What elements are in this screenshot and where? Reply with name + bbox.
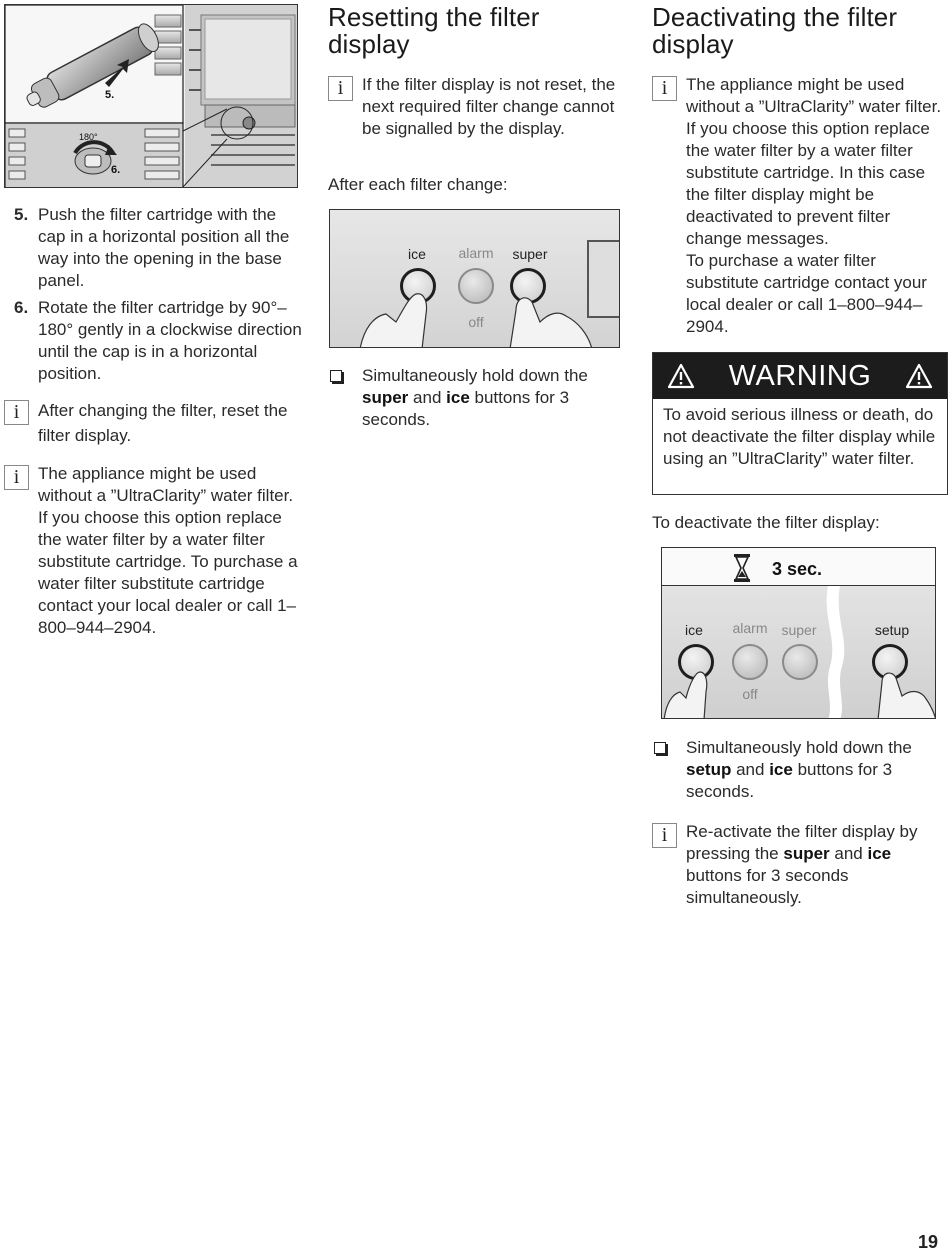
instruction-text: Simultaneously hold down the xyxy=(686,738,912,757)
info-text: Re-activate the filter display by pressing the xyxy=(686,822,918,863)
info-icon: i xyxy=(4,465,29,490)
warning-triangle-icon xyxy=(905,363,933,389)
instruction-text: buttons for 3 seconds. xyxy=(686,760,893,801)
info-text: buttons for 3 seconds simultaneously. xyxy=(686,866,849,907)
info-icon: i xyxy=(652,76,677,101)
ice-keyword: ice xyxy=(769,760,793,779)
warning-triangle-icon xyxy=(667,363,695,389)
info-text: and xyxy=(834,844,863,863)
timer-bar xyxy=(662,548,936,586)
deactivate-section-title: Deactivating the filter display xyxy=(652,2,898,59)
to-deactivate-label: To deactivate the filter display: xyxy=(652,513,880,532)
info-purchase-text: To purchase a water filter substitute cartridge contact your local dealer or call 1–800–944–2904. xyxy=(686,251,927,336)
pressing-fingers-icon xyxy=(330,210,620,348)
deactivate-control-panel xyxy=(661,547,936,719)
super-button-label: super xyxy=(512,246,548,262)
info-text: After changing the filter, reset the filter display. xyxy=(38,401,288,445)
setup-button-label: setup xyxy=(874,622,910,638)
step-text: Push the filter cartridge with the cap in a horizontal position all the way into the opening in the base panel. xyxy=(38,205,290,290)
instruction-text: and xyxy=(736,760,765,779)
timer-label: 3 sec. xyxy=(772,559,823,579)
info-icon: i xyxy=(328,76,353,101)
step-list xyxy=(4,204,304,385)
page-number: 19 xyxy=(917,1232,938,1252)
warning-box xyxy=(652,352,948,495)
pressing-fingers-icon xyxy=(662,586,936,719)
ice-button-label: ice xyxy=(408,246,426,262)
reset-instruction xyxy=(328,365,623,431)
installation-figure xyxy=(4,4,298,188)
instruction-text: Simultaneously hold down the xyxy=(362,366,588,385)
super-keyword: super xyxy=(783,844,830,863)
step-number: 5. xyxy=(14,205,29,224)
checkbox-bullet-icon xyxy=(330,370,342,382)
warning-header xyxy=(653,353,947,399)
ice-button-label: ice xyxy=(685,622,703,638)
off-label: off xyxy=(468,314,484,330)
setup-keyword: setup xyxy=(686,760,732,779)
angle-label: 180° xyxy=(79,132,98,142)
info-note-reactivate xyxy=(652,821,948,909)
super-button-label: super xyxy=(781,622,817,638)
info-text: If the filter display is not reset, the next required filter change cannot be signalled by the display. xyxy=(362,75,616,138)
ice-keyword: ice xyxy=(446,388,470,407)
step-number: 6. xyxy=(14,298,29,317)
alarm-button-label: alarm xyxy=(732,620,768,636)
info-note-deactivate xyxy=(652,74,948,338)
hourglass-icon xyxy=(732,553,752,583)
step-item xyxy=(4,204,304,292)
step6-figure-label: 6. xyxy=(111,164,121,176)
info-icon: i xyxy=(652,823,677,848)
warning-text: To avoid serious illness or death, do not deactivate the filter display while using an ”UltraClarity” water filter. xyxy=(663,405,936,468)
step-item xyxy=(4,297,304,385)
checkbox-bullet-icon xyxy=(654,742,666,754)
instruction-text: and xyxy=(413,388,442,407)
step-text: Rotate the filter cartridge by 90°–180° gently in a clockwise direction until the cap is in a horizontal position. xyxy=(38,298,302,383)
reset-control-panel xyxy=(329,209,620,348)
after-change-label: After each filter change: xyxy=(328,175,508,194)
reset-section-title: Resetting the filter display xyxy=(328,2,540,59)
info-note-reset-display xyxy=(328,74,623,140)
alarm-button-label: alarm xyxy=(458,245,494,261)
off-label: off xyxy=(742,686,758,702)
info-text: The appliance might be used without a ”UltraClarity” water filter. If you choose this option replace the water filter by a water filter substitute cartridge. In this case the filter display might be deactivated to prevent filter change messages. xyxy=(686,75,942,248)
ice-keyword: ice xyxy=(867,844,892,863)
instruction-text: buttons for 3 seconds. xyxy=(362,388,570,429)
warning-title: WARNING xyxy=(728,359,872,392)
step5-figure-label: 5. xyxy=(105,89,115,101)
button-area xyxy=(662,586,936,719)
super-keyword: super xyxy=(362,388,409,407)
info-icon: i xyxy=(4,400,29,425)
info-note-ultraclarity xyxy=(4,463,304,639)
info-note-reset xyxy=(4,398,304,448)
info-text: The appliance might be used without a ”UltraClarity” water filter. If you choose this option replace the water filter by a water filter substitute cartridge. To purchase a water filter substitute cartridge contact your local dealer or call 1–800–944–2904. xyxy=(38,464,298,637)
filter-installation-illustration xyxy=(5,5,298,188)
deactivate-instruction xyxy=(652,737,948,803)
